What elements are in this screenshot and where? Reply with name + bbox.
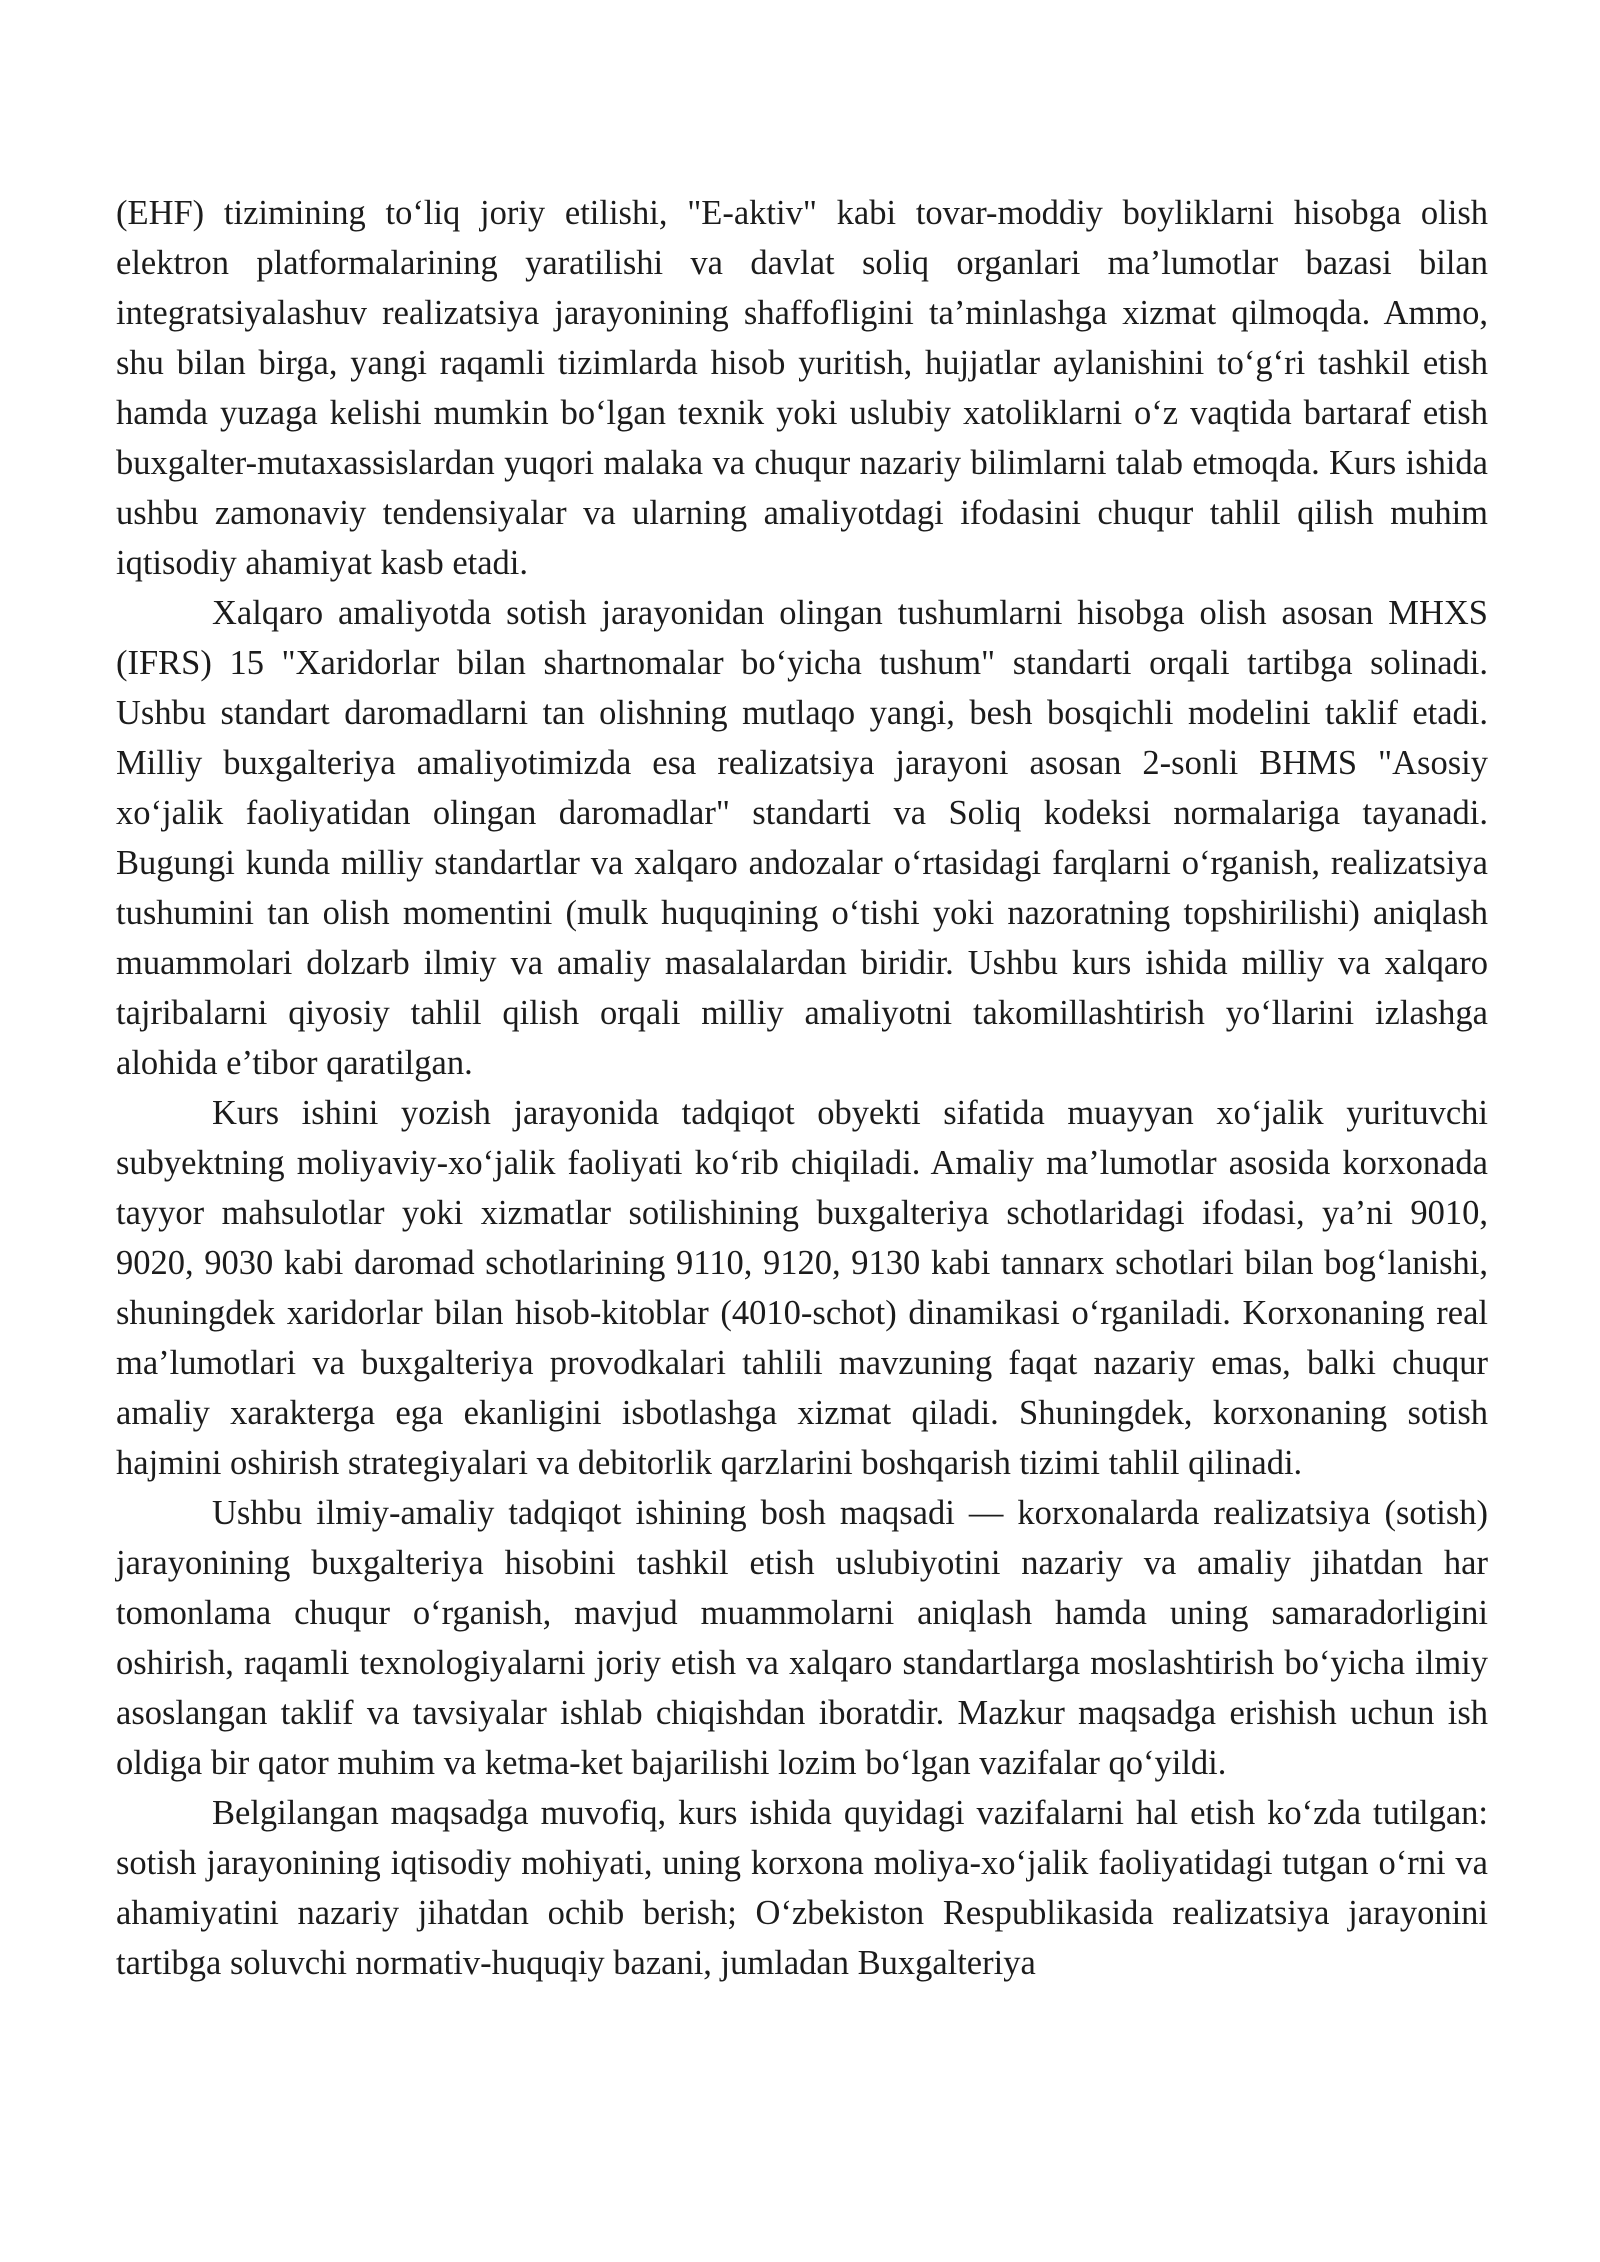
paragraph-international-practice: Xalqaro amaliyotda sotish jarayonidan olingan tushumlarni hisobga olish asosan MHXS (IFRS) 15 "Xaridorlar bilan shartnomalar bo‘yicha tushum" standarti orqali tartibga solinadi. Ushbu standart daromadlarni tan olishning mutlaqo yangi, besh bosqichli modelini taklif etadi. Milliy buxgalteriya amaliyotimizda esa realizatsiya jarayoni asosan 2-sonli BHMS "Asosiy xo‘jalik faoliyatidan olingan daromadlar" standarti va Soliq kodeksi normalariga tayanadi. Bugungi kunda milliy standartlar va xalqaro andozalar o‘rtasidagi farqlarni o‘rganish, realizatsiya tushumini tan olish momentini (mulk huquqining o‘tishi yoki nazoratning topshirilishi) aniqlash muammolari dolzarb ilmiy va amaliy masalalardan biridir. Ushbu kurs ishida milliy va xalqaro tajribalarni qiyosiy tahlil qilish orqali milliy amaliyotni takomillashtirish yo‘llarini izlashga alohida e’tibor qaratilgan. bbox=[116, 594, 1488, 1082]
paragraph-research-object: Kurs ishini yozish jarayonida tadqiqot obyekti sifatida muayyan xo‘jalik yurituvchi subyektning moliyaviy-xo‘jalik faoliyati ko‘rib chiqiladi. Amaliy ma’lumotlar asosida korxonada tayyor mahsulotlar yoki xizmatlar sotilishining buxgalteriya schotlaridagi ifodasi, ya’ni 9010, 9020, 9030 kabi daromad schotlarining 9110, 9120, 9130 kabi tannarx schotlari bilan bog‘lanishi, shuningdek xaridorlar bilan hisob-kitoblar (4010-schot) dinamikasi o‘rganiladi. Korxonaning real ma’lumotlari va buxgalteriya provodkalari tahlili mavzuning faqat nazariy emas, balki chuqur amaliy xarakterga ega ekanligini isbotlashga xizmat qiladi. Shuningdek, korxonaning sotish hajmini oshirish strategiyalari va debitorlik qarzlarini boshqarish tizimi tahlil qilinadi. bbox=[116, 1094, 1488, 1482]
paragraph-continuation: (EHF) tizimining to‘liq joriy etilishi, "E-aktiv" kabi tovar-moddiy boyliklarni hisobga olish elektron platformalarining yaratilishi va davlat soliq organlari ma’lumotlar bazasi bilan integratsiyalashuv realizatsiya jarayonining shaffofligini ta’minlashga xizmat qilmoqda. Ammo, shu bilan birga, yangi raqamli tizimlarda hisob yuritish, hujjatlar aylanishini to‘g‘ri tashkil etish hamda yuzaga kelishi mumkin bo‘lgan texnik yoki uslubiy xatoliklarni o‘z vaqtida bartaraf etish buxgalter-mutaxassislardan yuqori malaka va chuqur nazariy bilimlarni talab etmoqda. Kurs ishida ushbu zamonaviy tendensiyalar va ularning amaliyotdagi ifodasini chuqur tahlil qilish muhim iqtisodiy ahamiyat kasb etadi. bbox=[116, 194, 1488, 582]
document-body bbox=[116, 188, 1488, 1988]
paragraph-research-goal: Ushbu ilmiy-amaliy tadqiqot ishining bosh maqsadi — korxonalarda realizatsiya (sotish) jarayonining buxgalteriya hisobini tashkil etish uslubiyotini nazariy va amaliy jihatdan har tomonlama chuqur o‘rganish, mavjud muammolarni aniqlash hamda uning samaradorligini oshirish, raqamli texnologiyalarni joriy etish va xalqaro standartlarga moslashtirish bo‘yicha ilmiy asoslangan taklif va tavsiyalar ishlab chiqishdan iboratdir. Mazkur maqsadga erishish uchun ish oldiga bir qator muhim va ketma-ket bajarilishi lozim bo‘lgan vazifalar qo‘yildi. bbox=[116, 1494, 1488, 1782]
paragraph-research-tasks: Belgilangan maqsadga muvofiq, kurs ishida quyidagi vazifalarni hal etish ko‘zda tutilgan: sotish jarayonining iqtisodiy mohiyati, uning korxona moliya-xo‘jalik faoliyatidagi tutgan o‘rni va ahamiyatini nazariy jihatdan ochib berish; O‘zbekiston Respublikasida realizatsiya jarayonini tartibga soluvchi normativ-huquqiy bazani, jumladan Buxgalteriya bbox=[116, 1794, 1488, 1982]
